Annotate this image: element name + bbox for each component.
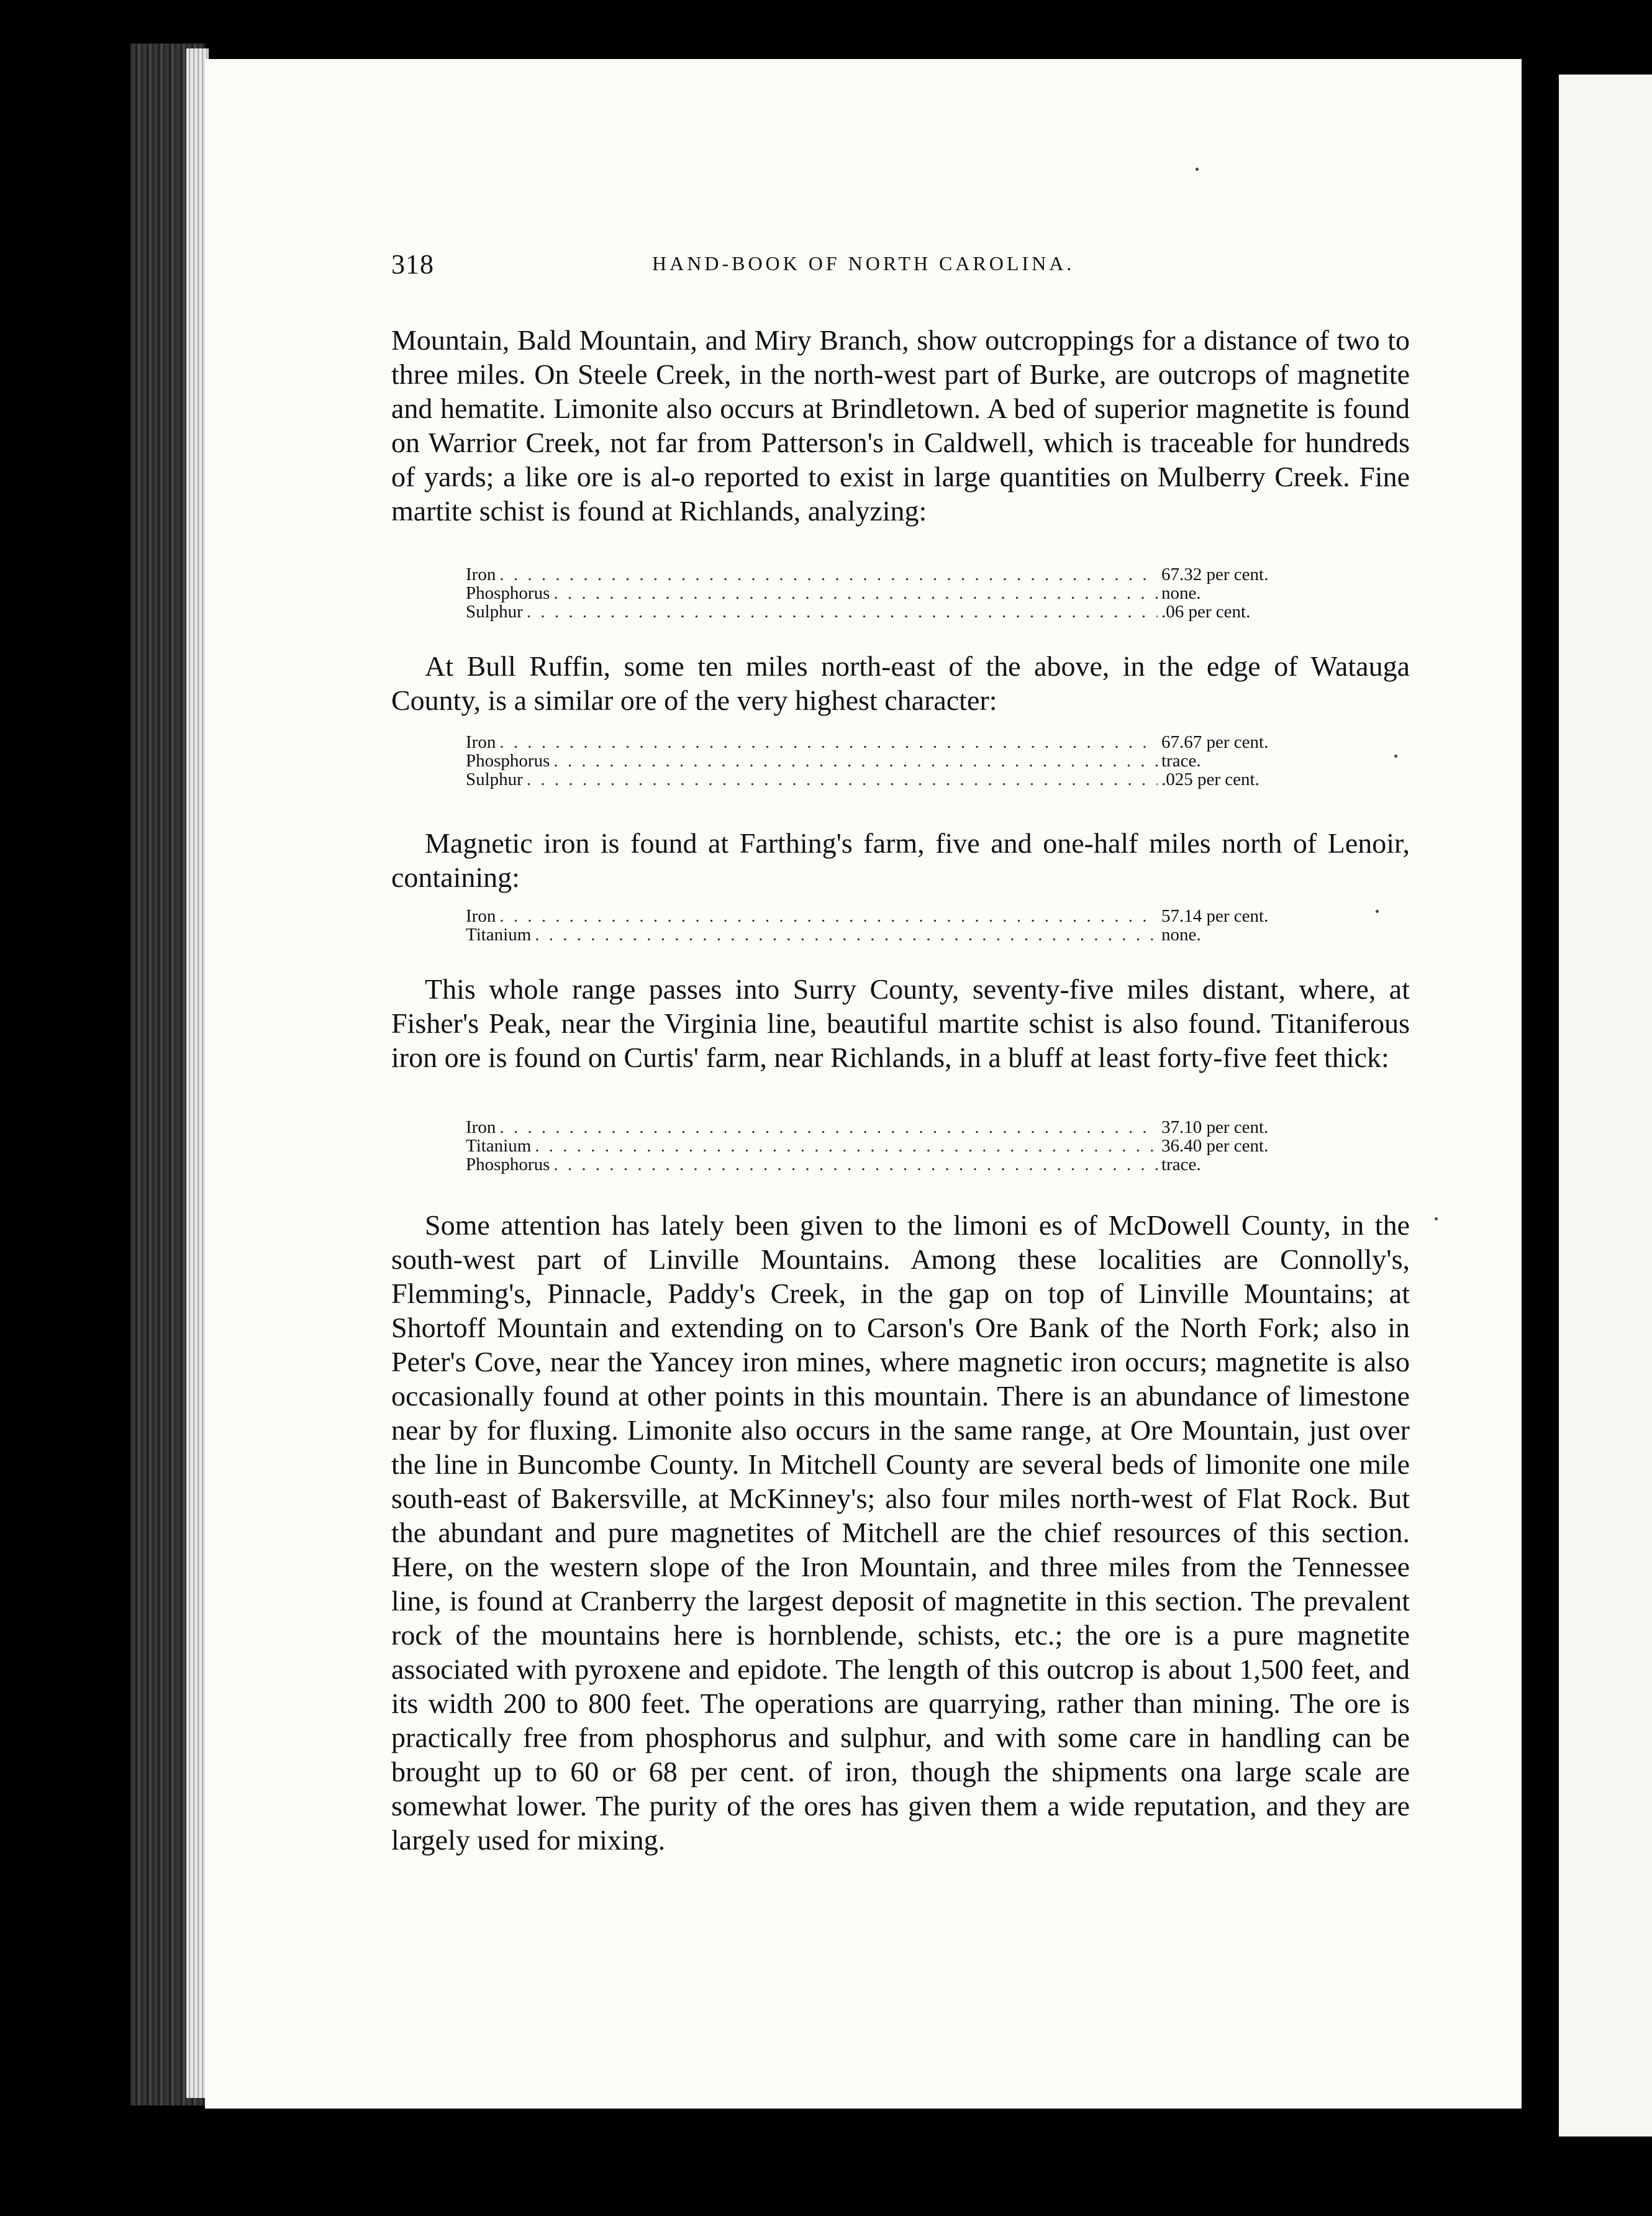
paragraph-richlands: Mountain, Bald Mountain, and Miry Branch, show outcroppings for a distance of two to three miles. On Steele Creek, in the north-west part of Burke, are outcrops of magnetite and hematite. Limonite also occurs at Brindletown. A bed of superior magnetite is found on Warrior Creek, not far from Patterson's in Caldwell, which is traceable for hundreds of yards; a like ore is al-o reported to exist in large quantities on Mulberry Creek. Fine martite schist is found at Richlands, analyzing:	[391, 324, 1410, 527]
print-speck	[1394, 755, 1397, 758]
analysis-label: Iron	[466, 1117, 496, 1137]
analysis-label: Titanium	[466, 1136, 532, 1156]
dot-leader	[499, 1118, 1158, 1137]
dot-leader	[553, 752, 1158, 770]
analysis-row	[466, 565, 1366, 584]
page-number: 318	[391, 249, 434, 279]
analysis-label: Iron	[466, 732, 496, 752]
analysis-label: Phosphorus	[466, 583, 550, 603]
analysis-row	[466, 733, 1366, 752]
analysis-value: 67.32 per cent.	[1161, 565, 1269, 584]
paragraph-surry-county: This whole range passes into Surry County, seventy-five miles distant, where, at Fisher's Peak, near the Virginia line, beautiful martite schist is also found. Titaniferous iron ore is found on Curtis' farm, near Richlands, in a bluff at least forty-five feet thick:	[391, 973, 1410, 1073]
analysis-table-richlands	[466, 565, 1366, 621]
analysis-label: Phosphorus	[466, 1155, 550, 1174]
analysis-row	[466, 1137, 1366, 1155]
analysis-value: 36.40 per cent.	[1161, 1136, 1269, 1156]
print-speck	[1376, 910, 1379, 913]
analysis-table-curtis	[466, 1118, 1366, 1174]
analysis-value: .025 per cent.	[1161, 770, 1259, 789]
analysis-row	[466, 1155, 1366, 1174]
analysis-value: 37.10 per cent.	[1161, 1117, 1269, 1137]
dot-leader	[499, 733, 1158, 752]
analysis-label: Sulphur	[466, 602, 523, 622]
analysis-label: Sulphur	[466, 770, 523, 789]
dot-leader	[535, 1137, 1158, 1155]
print-speck	[1196, 168, 1199, 171]
analysis-label: Iron	[466, 565, 496, 584]
running-head: HAND-BOOK OF NORTH CAROLINA.	[652, 252, 1075, 275]
analysis-label: Iron	[466, 906, 496, 926]
page-header	[391, 248, 1410, 286]
analysis-row	[466, 752, 1366, 770]
dot-leader	[499, 907, 1158, 925]
analysis-value: trace.	[1161, 751, 1201, 771]
facing-page-edge	[1559, 75, 1652, 2137]
analysis-row	[466, 770, 1366, 789]
analysis-row	[466, 925, 1366, 944]
analysis-value: trace.	[1161, 1155, 1201, 1174]
dot-leader	[499, 565, 1158, 584]
paragraph-farthings-farm: Magnetic iron is found at Farthing's farm, five and one-half miles north of Lenoir, containing:	[391, 827, 1410, 893]
analysis-label: Phosphorus	[466, 751, 550, 771]
analysis-row	[466, 1118, 1366, 1137]
analysis-table-bull-ruffin	[466, 733, 1366, 789]
analysis-row	[466, 584, 1366, 602]
paragraph-bull-ruffin: At Bull Ruffin, some ten miles north-east of the above, in the edge of Watauga County, is a similar ore of the very highest character:	[391, 650, 1410, 716]
analysis-row	[466, 602, 1366, 621]
analysis-label: Titanium	[466, 925, 532, 945]
analysis-value: none.	[1161, 583, 1201, 603]
dot-leader	[553, 1155, 1158, 1174]
dot-leader	[527, 770, 1158, 789]
print-speck	[1435, 1217, 1438, 1220]
analysis-value: 57.14 per cent.	[1161, 906, 1269, 926]
dot-leader	[535, 925, 1158, 944]
analysis-value: none.	[1161, 925, 1201, 945]
page-gutter	[1522, 59, 1559, 2133]
dot-leader	[527, 602, 1158, 621]
analysis-value: 67.67 per cent.	[1161, 732, 1269, 752]
analysis-table-farthings	[466, 907, 1366, 944]
paragraph-mcdowell-mitchell: Some attention has lately been given to the limoni es of McDowell County, in the south-west part of Linville Mountains. Among these localities are Connolly's, Flemming's, Pinnacle, Paddy's Creek, in the gap on top of Linville Mountains; at Shortoff Mountain and extending on to Carson's Ore Bank of the North Fork; also in Peter's Cove, near the Yancey iron mines, where magnetic iron occurs; magnetite is also occasionally found at other points in this mountain. There is an abundance of limestone near by for fluxing. Limonite also occurs in the same range, at Ore Mountain, just over the line in Buncombe County. In Mitchell County are several beds of limonite one mile south-east of Bakersville, at McKinney's; also four miles north-west of Flat Rock. But the abundant and pure magnetites of Mitchell are the chief resources of this section. Here, on the western slope of the Iron Mountain, and three miles from the Tennessee line, is found at Cranberry the largest deposit of magnetite in this section. The prevalent rock of the mountains here is hornblende, schists, etc.; the ore is a pure magnetite associated with pyroxene and epidote. The length of this outcrop is about 1,500 feet, and its width 200 to 800 feet. The operations are quarrying, rather than mining. The ore is practically free from phosphorus and sulphur, and with some care in handling can be brought up to 60 or 68 per cent. of iron, though the shipments ona large scale are somewhat lower. The purity of the ores has given them a wide reputation, and they are largely used for mixing.	[391, 1209, 1410, 1856]
analysis-row	[466, 907, 1366, 925]
dot-leader	[553, 584, 1158, 602]
analysis-value: .06 per cent.	[1161, 602, 1251, 622]
